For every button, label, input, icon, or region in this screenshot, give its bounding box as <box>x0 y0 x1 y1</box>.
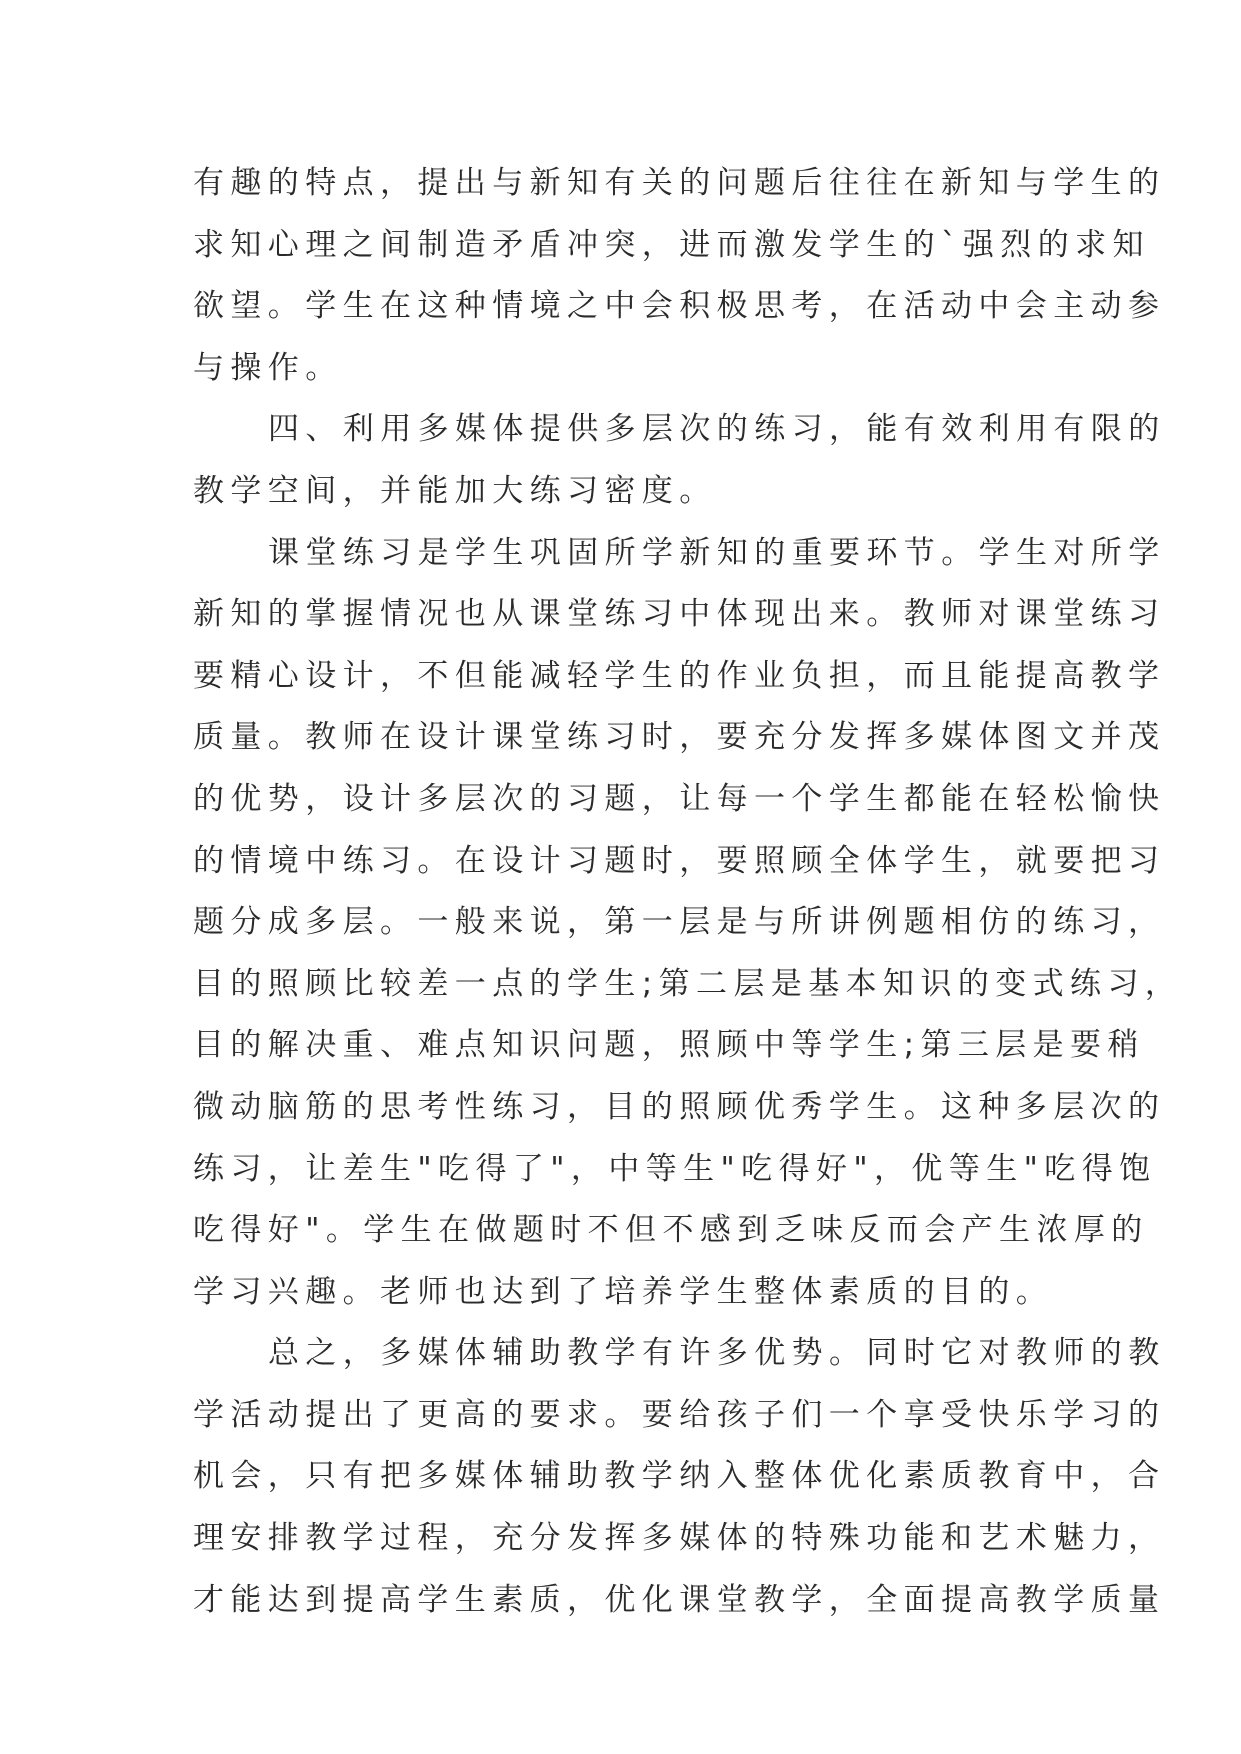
text-line: 学活动提出了更高的要求。要给孩子们一个享受快乐学习的 <box>193 1396 1166 1433</box>
text-line: 课堂练习是学生巩固所学新知的重要环节。学生对所学 <box>268 534 1166 571</box>
text-line: 的优势，设计多层次的习题，让每一个学生都能在轻松愉快 <box>193 780 1166 817</box>
text-line: 吃得好"。学生在做题时不但不感到乏味反而会产生浓厚的 <box>193 1212 1149 1249</box>
text-line: 要精心设计，不但能减轻学生的作业负担，而且能提高教学 <box>193 657 1166 694</box>
text-line: 质量。教师在设计课堂练习时，要充分发挥多媒体图文并茂 <box>193 719 1166 756</box>
text-line: 题分成多层。一般来说，第一层是与所讲例题相仿的练习， <box>193 904 1166 941</box>
text-line: 机会，只有把多媒体辅助教学纳入整体优化素质教育中，合 <box>193 1458 1166 1495</box>
text-line: 有趣的特点，提出与新知有关的问题后往往在新知与学生的 <box>193 165 1166 201</box>
text-line: 理安排教学过程，充分发挥多媒体的特殊功能和艺术魅力， <box>193 1520 1166 1557</box>
section-heading-line: 教学空间，并能加大练习密度。 <box>193 472 717 509</box>
text-line: 练习，让差生"吃得了"，中等生"吃得好"，优等生"吃得饱 <box>193 1150 1157 1187</box>
text-line: 微动脑筋的思考性练习，目的照顾优秀学生。这种多层次的 <box>193 1088 1166 1125</box>
text-line: 才能达到提高学生素质，优化课堂教学，全面提高教学质量 <box>193 1581 1166 1618</box>
text-line: 总之，多媒体辅助教学有许多优势。同时它对教师的教 <box>268 1335 1166 1372</box>
text-line: 与操作。 <box>193 349 343 386</box>
text-line: 的情境中练习。在设计习题时，要照顾全体学生，就要把习 <box>193 842 1166 879</box>
body-text <box>193 153 1183 1631</box>
section-heading-line: 四、利用多媒体提供多层次的练习，能有效利用有限的 <box>268 411 1166 448</box>
text-line: 目的解决重、难点知识问题，照顾中等学生;第三层是要稍 <box>193 1027 1145 1064</box>
text-line: 目的照顾比较差一点的学生;第二层是基本知识的变式练习， <box>193 965 1183 1002</box>
text-line: 新知的掌握情况也从课堂练习中体现出来。教师对课堂练习 <box>193 596 1166 633</box>
text-line: 求知心理之间制造矛盾冲突，进而激发学生的`强烈的求知 <box>193 226 1150 263</box>
text-line: 学习兴趣。老师也达到了培养学生整体素质的目的。 <box>193 1273 1054 1310</box>
text-line: 欲望。学生在这种情境之中会积极思考，在活动中会主动参 <box>193 288 1166 325</box>
